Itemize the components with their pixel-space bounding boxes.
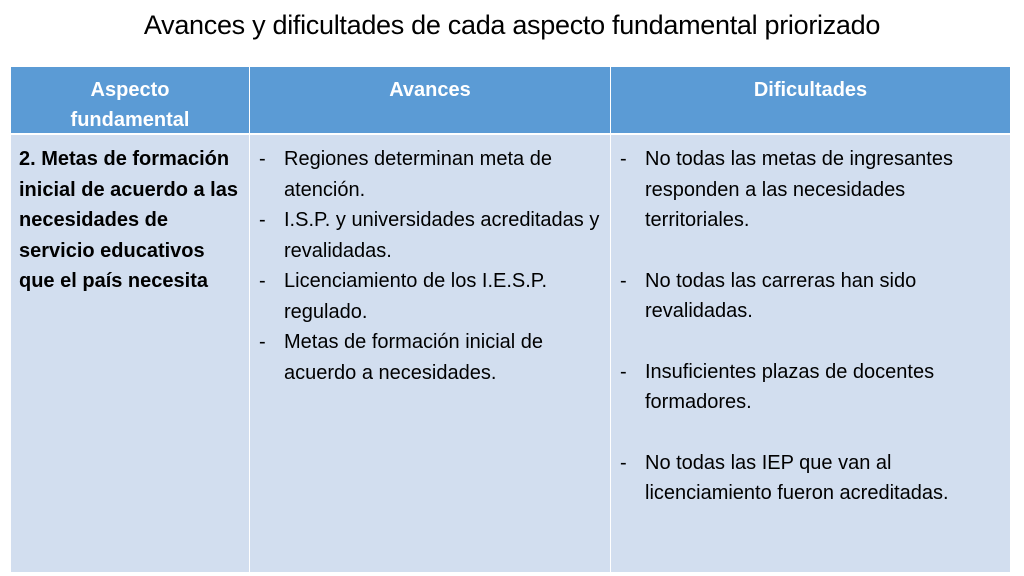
header-advances-label: Avances bbox=[389, 79, 471, 101]
aspect-text: 2. Metas de formación inicial de acuerdo a las necesidades de servicio educativos que el país necesita bbox=[19, 148, 238, 292]
list-item-text: Regiones determinan meta de atención. bbox=[284, 148, 552, 201]
cell-aspect bbox=[11, 135, 250, 574]
list-item bbox=[259, 266, 604, 327]
list-item bbox=[620, 448, 1004, 509]
bullet-dash: - bbox=[620, 451, 627, 474]
header-aspect-label: Aspecto fundamental bbox=[70, 79, 190, 131]
list-item bbox=[259, 144, 604, 205]
header-aspect bbox=[11, 67, 250, 135]
list-item-text: Metas de formación inicial de acuerdo a necesidades. bbox=[284, 331, 544, 384]
bullet-dash: - bbox=[259, 331, 266, 353]
bullet-dash: - bbox=[259, 148, 266, 170]
list-item bbox=[259, 205, 604, 266]
bullet-dash: - bbox=[620, 148, 627, 170]
list-item-text: Licenciamiento de los I.E.S.P. regulado. bbox=[284, 270, 548, 323]
difficulties-list bbox=[620, 144, 1004, 509]
bullet-dash: - bbox=[259, 209, 266, 231]
cell-difficulties bbox=[611, 135, 1010, 574]
header-difficulties-label: Dificultades bbox=[753, 79, 868, 101]
bullet-dash: - bbox=[620, 360, 627, 383]
slide-title: Avances y dificultades de cada aspecto fundamental priorizado bbox=[143, 10, 881, 40]
header-advances bbox=[250, 67, 611, 135]
advances-list bbox=[259, 144, 604, 388]
table bbox=[11, 67, 1010, 574]
cell-advances bbox=[250, 135, 611, 574]
bullet-dash: - bbox=[259, 270, 266, 292]
list-item-text: No todas las carreras han sido revalidadas. bbox=[645, 269, 917, 322]
bullet-dash: - bbox=[620, 269, 627, 292]
list-item-text: No todas las IEP que van al licenciamiento fueron acreditadas. bbox=[645, 451, 949, 504]
list-item bbox=[620, 144, 1004, 236]
list-item bbox=[259, 327, 604, 388]
list-item bbox=[620, 266, 1004, 327]
header-difficulties bbox=[611, 67, 1010, 135]
list-item-text: Insuficientes plazas de docentes formadores. bbox=[645, 360, 935, 413]
list-item-text: I.S.P. y universidades acreditadas y revalidadas. bbox=[284, 209, 600, 262]
list-item bbox=[620, 357, 1004, 418]
list-item-text: No todas las metas de ingresantes responden a las necesidades territoriales. bbox=[645, 148, 953, 231]
